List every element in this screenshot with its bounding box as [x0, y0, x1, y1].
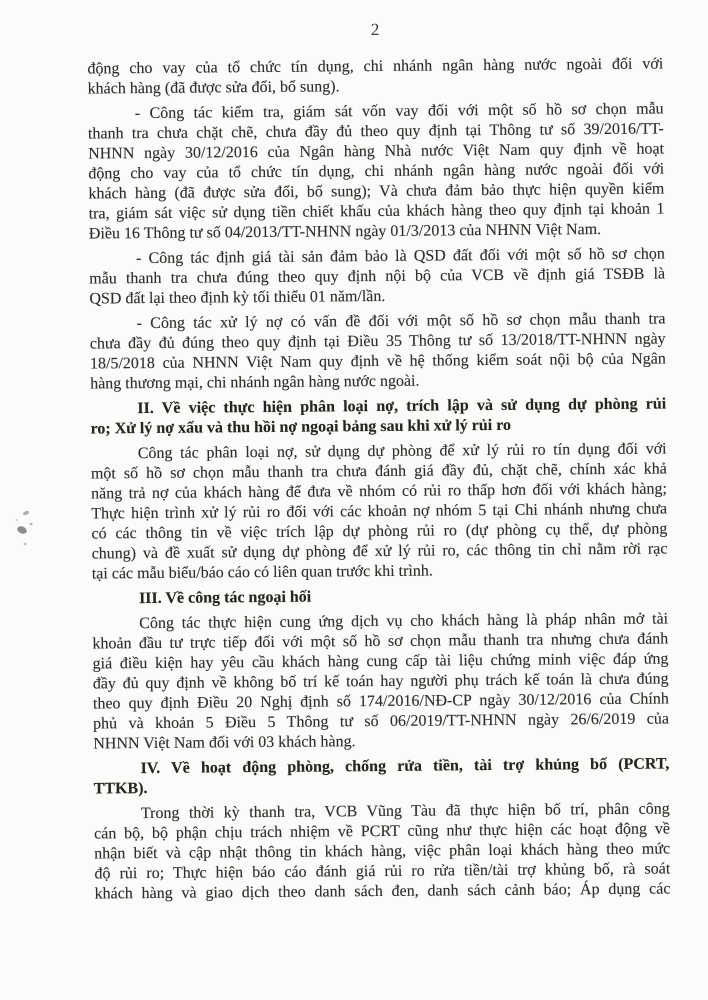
text-line: IV. Về hoạt động phòng, chống rửa tiền, tài trợ khủng bố (PCRT,: [140, 755, 670, 778]
text-line: khách hàng (đã được sửa đổi, bổ sung).: [87, 78, 340, 98]
text-line: nhận biết và cập nhật thông tin khách hàng, việc phân loại khách hàng theo mức: [94, 840, 671, 863]
paragraph: [92, 609, 669, 754]
text-line: chung) và đề xuất sử dụng dự phòng để xử lý rủi ro, các thông tin chỉ nằm rời rạc: [91, 540, 668, 563]
text-line: khách hàng (đã được sửa đổi, bổ sung); Và chưa đảm bảo thực hiện quyền kiểm: [88, 180, 665, 203]
paragraph: [94, 799, 671, 904]
text-line: ro; Xử lý nợ xấu và thu hồi nợ ngoại bảng sau khi xử lý rủi ro: [90, 416, 512, 438]
text-line: động cho vay của tổ chức tín dụng, chi nhánh ngân hàng nước ngoài đối với: [88, 160, 665, 183]
text-line: 18/5/2018 của NHNN Việt Nam quy định về hệ thống kiểm soát nội bộ của Ngân: [89, 350, 666, 373]
text-line: động cho vay của tổ chức tín dụng, chi nhánh ngân hàng nước ngoài đối với: [87, 55, 664, 78]
text-line: thanh tra chưa chặt chẽ, chưa đầy đủ theo quy định tại Thông tư số 39/2016/TT-: [87, 120, 664, 143]
text-line: tại các mẫu biểu/báo cáo có liên quan trước khi trình.: [91, 562, 433, 583]
text-line: - Công tác xử lý nợ có vấn đề đối với một số hồ sơ chọn mẫu thanh tra: [136, 310, 666, 333]
text-line: Thực hiện trình xử lý rủi ro đối với các khoản nợ nhóm 5 tại Chi nhánh nhưng chưa: [91, 500, 668, 523]
text-line: hàng thương mại, chi nhánh ngân hàng nước ngoài.: [90, 372, 420, 393]
text-line: Trong thời kỳ thanh tra, VCB Vũng Tàu đã thực hiện bố trí, phân công: [140, 800, 670, 823]
text-line: - Công tác kiểm tra, giám sát vốn vay đối với một số hồ sơ chọn mẫu: [134, 100, 664, 123]
section-heading: [93, 754, 669, 799]
document-body: [87, 54, 670, 904]
text-line: có các thông tin về việc trích lập dự phòng rủi ro (dự phòng cụ thể, dự phòng: [91, 520, 668, 543]
text-line: khách hàng và giao dịch theo danh sách đen, danh sách cảnh báo; Áp dụng các: [94, 880, 671, 903]
text-line: cán bộ, bộ phận chịu trách nhiệm về PCRT cũng như thực hiện các hoạt động về: [94, 820, 670, 843]
paragraph: [87, 54, 663, 99]
text-line: TTKB).: [93, 780, 148, 798]
text-line: QSD đất lại theo định kỳ tối thiểu 01 năm/lần.: [89, 287, 386, 308]
section-heading: [92, 584, 668, 609]
text-line: - Công tác định giá tài sản đảm bảo là QSD đất đối với một số hồ sơ chọn: [135, 245, 665, 268]
text-line: NHNN Việt Nam đối với 03 khách hàng.: [93, 733, 356, 753]
text-line: Công tác thực hiện cung ứng dịch vụ cho khách hàng là pháp nhân mở tài: [139, 610, 669, 633]
text-line: độ rủi ro; Thực hiện báo cáo đánh giá rủi ro rửa tiền/tài trợ khủng bố, rà soát: [94, 860, 671, 883]
text-line: mẫu thanh tra chưa đúng theo quy định nội bộ của VCB về định giá TSĐB là: [89, 265, 666, 288]
text-line: Điều 16 Thông tư số 04/2013/TT-NHNN ngày 01/3/2013 của NHNN Việt Nam.: [88, 221, 602, 243]
text-line: đầy đủ quy định về không bố trí kế toán hay người phụ trách kế toán là chưa đúng: [92, 670, 669, 693]
text-line: một số hồ sơ chọn mẫu thanh tra chưa đánh giá đầy đủ, chặt chẽ, chính xác khả: [90, 460, 667, 483]
smudge-dot: [24, 543, 27, 545]
text-line: khoản đầu tư trực tiếp đối với một số hồ sơ chọn mẫu thanh tra nhưng chưa đánh: [92, 630, 669, 653]
text-line: II. Về việc thực hiện phân loại nợ, trích lập và sử dụng dự phòng rủi: [137, 395, 667, 418]
text-line: tra, giám sát việc sử dụng tiền chiết khấu của khách hàng theo quy định tại khoản 1: [88, 200, 665, 223]
text-line: III. Về công tác ngoại hối: [138, 588, 312, 608]
smudge-dot: [16, 525, 28, 535]
paragraph: [89, 244, 666, 309]
paragraph: [88, 99, 665, 244]
page-content: [87, 17, 671, 904]
text-line: giá điều kiện hay yêu cầu khách hàng cung cấp tài liệu chứng minh việc đáp ứng: [92, 650, 669, 673]
smudge-dot: [29, 523, 32, 525]
text-line: phủ và khoản 5 Điều 5 Thông tư số 06/2019/TT-NHNN ngày 26/6/2019 của: [93, 710, 670, 733]
ink-smudge: [12, 503, 42, 553]
text-line: NHNN ngày 30/12/2016 của Ngân hàng Nhà nước Việt Nam quy định về hoạt: [88, 140, 665, 163]
smudge-dot: [22, 510, 29, 516]
page-number: 2: [370, 19, 380, 40]
text-line: Công tác phân loại nợ, sử dụng dự phòng để xử lý rủi ro tín dụng đối với: [137, 440, 667, 463]
paragraph: [91, 439, 668, 584]
paragraph: [90, 309, 667, 394]
text-line: năng trả nợ của khách hàng để đưa về nhóm có rủi ro thấp hơn đối với khách hàng;: [91, 480, 668, 503]
text-line: theo quy định Điều 20 Nghị định số 174/2016/NĐ-CP ngày 30/12/2016 của Chính: [92, 690, 669, 713]
section-heading: [90, 394, 666, 439]
smudge-dot: [16, 519, 18, 521]
text-line: chưa đầy đủ đúng theo quy định tại Điều 35 Thông tư số 13/2018/TT-NHNN ngày: [89, 330, 666, 353]
